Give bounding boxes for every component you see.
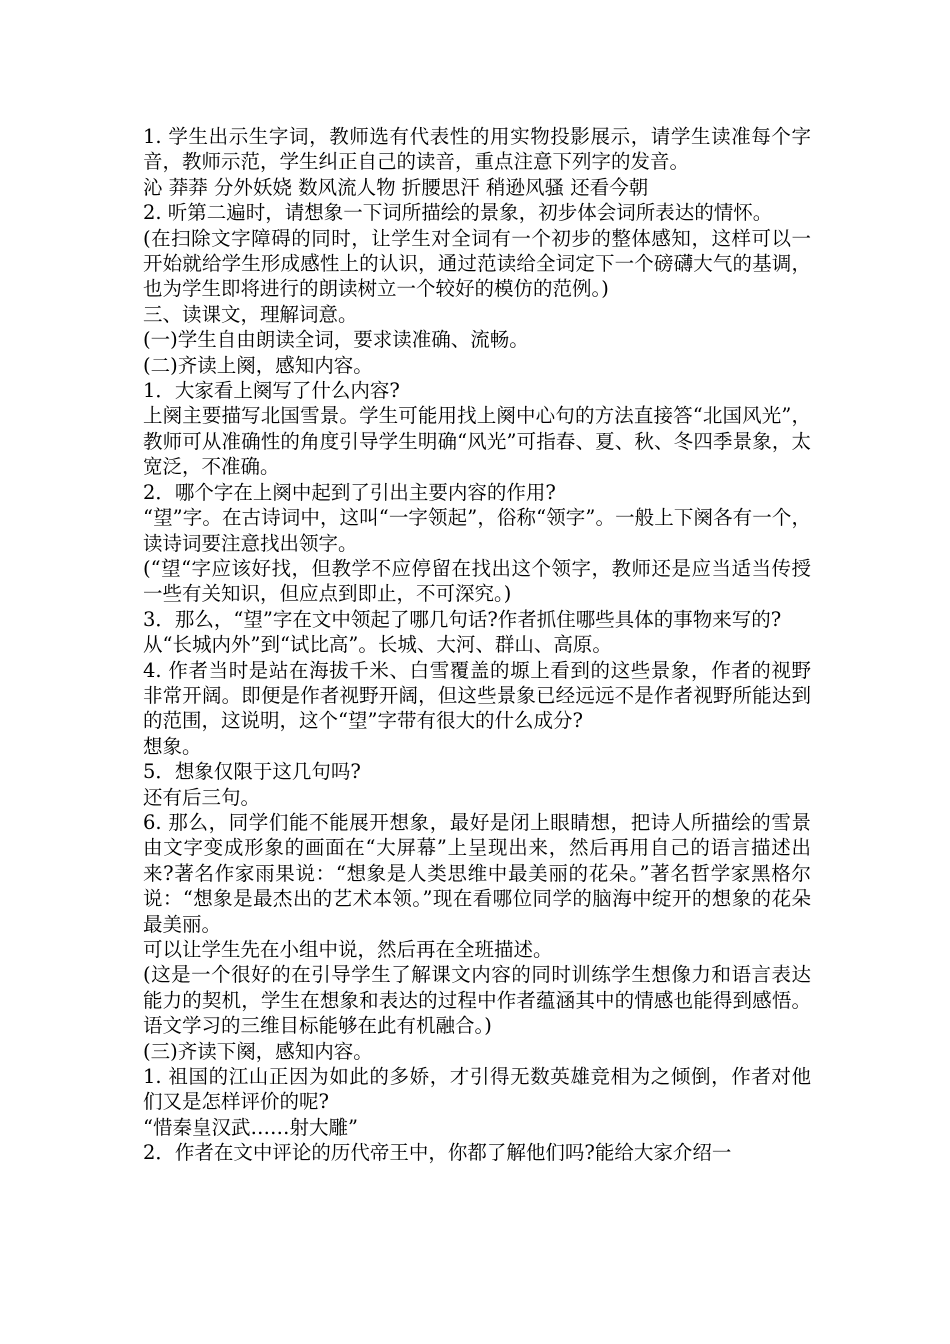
paragraph: 沁 莽莽 分外妖娆 数风流人物 折腰思汗 稍逊风骚 还看今朝 [143, 175, 649, 199]
answer: 可以让学生先在小组中说，然后再在全班描述。 [143, 938, 553, 961]
answer: 想象。 [143, 734, 202, 758]
teaching-note: (“望“字应该好找，但教学不应停留在找出这个领字，教师还是应当适当传授一些有关知识，但应点到即止，不可深究。) [143, 556, 811, 606]
subsection-heading: (一)学生自由朗读全词，要求读准确、流畅。 [143, 328, 529, 352]
question: 6. 那么，同学们能不能展开想象，最好是闭上眼睛想，把诗人所描绘的雪景由文字变成形象的画面在“大屏幕”上呈现出来，然后再用自己的语言描述出来?著名作家雨果说：“想象是人类思维中最美丽的花朵。”著名哲学家黑格尔说：“想象是最杰出的艺术本领。”现在看哪位同学的脑海中绽开的想象的花朵最美丽。 [143, 810, 811, 936]
answer: 从“长城内外”到“试比高”。长城、大河、群山、高原。 [143, 633, 612, 657]
question: 1．大家看上阕写了什么内容? [143, 379, 400, 403]
subsection-heading: (二)齐读上阕，感知内容。 [143, 353, 373, 377]
paragraph: (在扫除文字障碍的同时，让学生对全词有一个初步的整体感知，这样可以一开始就给学生形成感性上的认识，通过范读给全词定下一个磅礴大气的基调，也为学生即将进行的朗读树立一个较好的模仿的范例。) [143, 226, 811, 301]
teaching-note: (这是一个很好的在引导学生了解课文内容的同时训练学生想像力和语言表达能力的契机，学生在想象和表达的过程中作者蕴涵其中的情感也能得到感悟。语文学习的三维目标能够在此有机融合。) [143, 963, 811, 1038]
question: 5．想象仅限于这几句吗? [143, 760, 361, 784]
question: 2．哪个字在上阕中起到了引出主要内容的作用? [143, 480, 556, 504]
paragraph: 2. 听第二遍时，请想象一下词所描绘的景象，初步体会词所表达的情怀。 [143, 201, 773, 225]
question: 1. 祖国的江山正因为如此的多娇，才引得无数英雄竞相为之倾倒，作者对他们又是怎样评价的呢? [143, 1065, 811, 1114]
document-body [143, 124, 811, 1166]
section-heading: 三、读课文，理解词意。 [143, 302, 358, 326]
paragraph: 1. 学生出示生字词，教师选有代表性的用实物投影展示，请学生读准每个字音，教师示范，学生纠正自己的读音，重点注意下列字的发音。 [143, 125, 811, 174]
answer: “惜秦皇汉武……射大雕” [143, 1115, 358, 1139]
question: 3．那么，“望”字在文中领起了哪几句话?作者抓住哪些具体的事物来写的? [143, 607, 782, 631]
subsection-heading: (三)齐读下阕，感知内容。 [143, 1039, 373, 1063]
question: 4. 作者当时是站在海拔千米、白雪覆盖的塬上看到的这些景象，作者的视野非常开阔。即便是作者视野开阔，但这些景象已经远远不是作者视野所能达到的范围，这说明，这个“望”字带有很大的什么成分? [143, 658, 811, 733]
answer: 还有后三句。 [143, 785, 261, 809]
answer: “望”字。在古诗词中，这叫“一字领起”，俗称“领字”。一般上下阕各有一个，读诗词要注意找出领字。 [143, 506, 811, 555]
answer: 上阕主要描写北国雪景。学生可能用找上阕中心句的方法直接答“北国风光”，教师可从准确性的角度引导学生明确“风光”可指春、夏、秋、冬四季景象，太宽泛，不准确。 [143, 404, 811, 479]
question: 2．作者在文中评论的历代帝王中，你都了解他们吗?能给大家介绍一 [143, 1141, 732, 1165]
